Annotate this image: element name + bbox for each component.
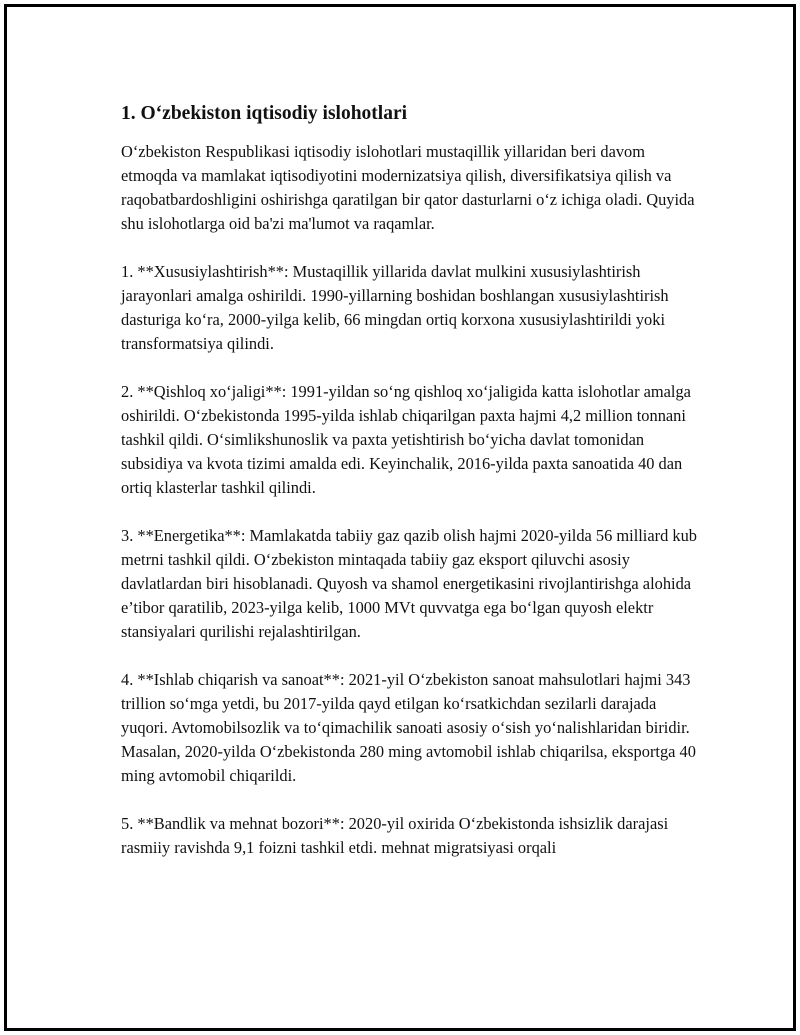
paragraph-agriculture: 2. **Qishloq xo‘jaligi**: 1991-yildan so‘ng qishloq xo‘jaligida katta islohotlar amalga oshirildi. O‘zbekistonda 1995-yilda ishlab chiqarilgan paxta hajmi 4,2 million tonnani tashkil qildi. O‘simlikshunoslik va paxta yetishtirish bo‘yicha davlat tomonidan subsidiya va kvota tizimi amalda edi. Keyinchalik, 2016-yilda paxta sanoatida 40 dan ortiq klasterlar tashkil qilindi. xyxy=(121,382,691,497)
document-title: 1. O‘zbekiston iqtisodiy islohotlari xyxy=(121,103,408,124)
page-frame xyxy=(4,4,796,1031)
intro-paragraph: O‘zbekiston Respublikasi iqtisodiy islohotlari mustaqillik yillaridan beri davom etmoqda va mamlakat iqtisodiyotini modernizatsiya qilish, diversifikatsiya qilish va raqobatbardoshligini oshirishga qaratilgan bir qator dasturlarni o‘z ichiga oladi. Quyida shu islohotlarga oid ba'zi ma'lumot va raqamlar. xyxy=(121,142,695,233)
paragraph-privatization: 1. **Xususiylashtirish**: Mustaqillik yillarida davlat mulkini xususiylashtirish jarayonlari amalga oshirildi. 1990-yillarning boshidan boshlangan xususiylashtirish dasturiga ko‘ra, 2000-yilga kelib, 66 mingdan ortiq korxona xususiylashtirildi yoki transformatsiya qilindi. xyxy=(121,262,669,353)
paragraph-energy: 3. **Energetika**: Mamlakatda tabiiy gaz qazib olish hajmi 2020-yilda 56 milliard kub metrni tashkil qildi. O‘zbekiston mintaqada tabiiy gaz eksport qiluvchi asosiy davlatlardan biri hisoblanadi. Quyosh va shamol energetikasini rivojlantirishga alohida e’tibor qaratilib, 2023-yilga kelib, 1000 MVt quvvatga ega bo‘lgan quyosh elektr stansiyalari qurilishi rejalashtirilgan. xyxy=(121,526,697,641)
document-body xyxy=(121,102,701,884)
paragraph-industry: 4. **Ishlab chiqarish va sanoat**: 2021-yil O‘zbekiston sanoat mahsulotlari hajmi 343 trillion so‘mga yetdi, bu 2017-yilda qayd etilgan ko‘rsatkichdan sezilarli darajada yuqori. Avtomobilsozlik va to‘qimachilik sanoati asosiy o‘sish yo‘nalishlaridan biridir. Masalan, 2020-yilda O‘zbekistonda 280 ming avtomobil ishlab chiqarilsa, eksportga 40 ming avtomobil chiqarildi. xyxy=(121,670,696,785)
paragraph-employment: 5. **Bandlik va mehnat bozori**: 2020-yil oxirida O‘zbekistonda ishsizlik darajasi rasmiiy ravishda 9,1 foizni tashkil etdi. mehnat migratsiyasi orqali xyxy=(121,814,669,857)
